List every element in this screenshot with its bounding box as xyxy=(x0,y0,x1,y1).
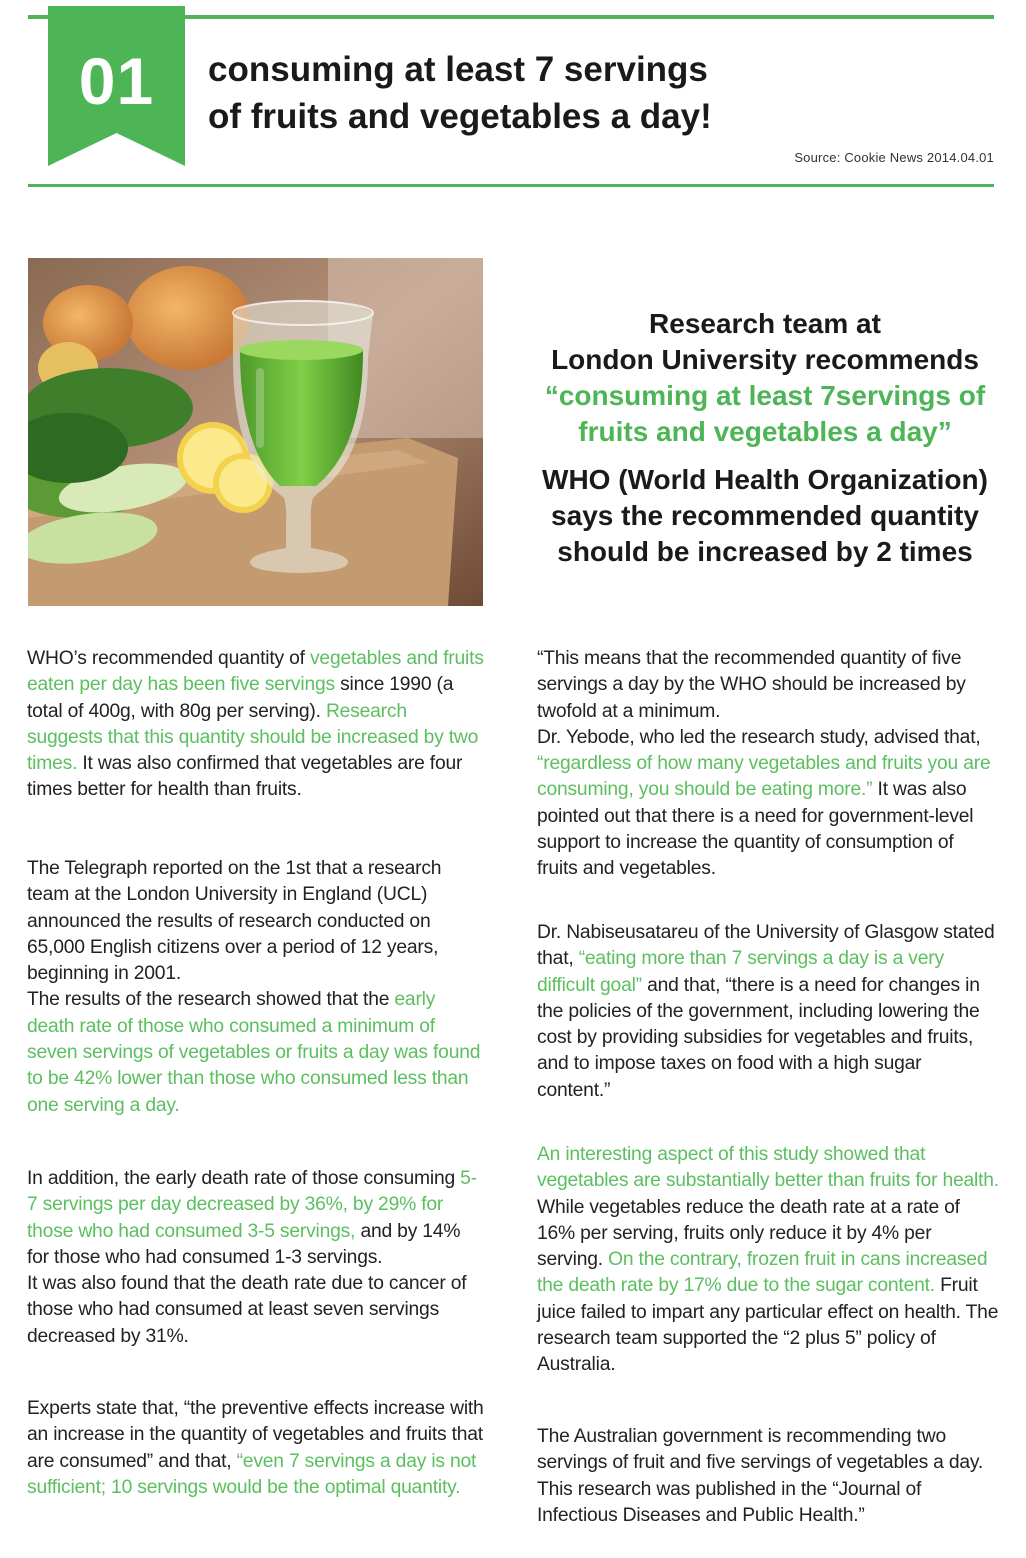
section-number: 01 xyxy=(78,44,155,118)
paragraph xyxy=(537,920,999,1104)
body-text: The Australian government is recommending two servings of fruit and five servings of vegetables a day. This research was published in the “Journal of Infectious Diseases and Public Health.” xyxy=(537,1426,984,1526)
body-text: In addition, the early death rate of those consuming xyxy=(27,1168,461,1189)
body-text: and by 14% for those who had consumed 1-3 servings. xyxy=(27,1220,461,1268)
paragraph xyxy=(27,856,487,987)
callout-heading xyxy=(525,306,1005,570)
callout-line: says the recommended quantity xyxy=(551,500,979,531)
right-paragraph-4 xyxy=(537,1424,999,1529)
body-text: The Telegraph reported on the 1st that a research team at the London University in England (UCL) announced the results of research conducted on 65,000 English citizens over a period of 12 years, beginning in 2001. xyxy=(27,858,442,985)
callout-quote: “consuming at least 7servings of xyxy=(544,380,986,411)
highlighted-text: An interesting aspect of this study showed that vegetables are substantially better than fruits for health. xyxy=(537,1144,999,1192)
highlighted-text: early death rate of those who consumed a minimum of seven servings of vegetables or fruits a day was found to be 42% lower than those who consumed less than one serving a day. xyxy=(27,989,481,1116)
highlighted-text: vegetables and fruits eaten per day has been five servings xyxy=(27,648,484,696)
paragraph xyxy=(27,1166,487,1271)
page-title xyxy=(208,46,968,140)
right-paragraph-2 xyxy=(537,920,999,1104)
highlighted-text: On the contrary, frozen fruit in cans increased the death rate by 17% due to the sugar content. xyxy=(537,1249,988,1297)
body-text: and that, “there is a need for changes in the policies of the government, including lowering the cost by providing subsidies for vegetables and fruits, and to impose taxes on food with a high sugar content.” xyxy=(537,974,980,1101)
body-text: Dr. Nabiseusatareu of the University of Glasgow stated that, xyxy=(537,922,995,970)
left-paragraph-4 xyxy=(27,1396,487,1501)
highlighted-text: “regardless of how many vegetables and fruits you are consuming, you should be eating more.” xyxy=(537,753,991,801)
callout-quote: fruits and vegetables a day” xyxy=(578,416,952,447)
paragraph xyxy=(27,646,487,804)
paragraph xyxy=(27,1271,487,1350)
body-text: It was also confirmed that vegetables are four times better for health than fruits. xyxy=(27,753,463,801)
body-text: While vegetables reduce the death rate at a rate of 16% per serving, fruits only reduce it by 4% per serving. xyxy=(537,1196,960,1271)
highlighted-text: Research suggests that this quantity should be increased by two times. xyxy=(27,700,479,775)
callout-line: Research team at xyxy=(649,308,881,339)
paragraph xyxy=(537,646,999,725)
paragraph xyxy=(27,1396,487,1501)
body-text: “This means that the recommended quantity of five servings a day by the WHO should be increased by twofold at a minimum. xyxy=(537,648,966,722)
body-text: Fruit juice failed to impart any particular effect on health. The research team supported the “2 plus 5” policy of Australia. xyxy=(537,1275,999,1376)
right-paragraph-1 xyxy=(537,646,999,883)
body-text: It was also found that the death rate due to cancer of those who had consumed at least seven servings decreased by 31%. xyxy=(27,1273,467,1347)
highlighted-text: “even 7 servings a day is not sufficient; 10 servings would be the optimal quantity. xyxy=(27,1450,477,1498)
highlighted-text: 5-7 servings per day decreased by 36%, by 29% for those who had consumed 3-5 servings, xyxy=(27,1168,477,1242)
paragraph xyxy=(537,1142,999,1379)
paragraph xyxy=(27,987,487,1118)
title-line-1: consuming at least 7 servings xyxy=(208,50,708,89)
body-text: WHO’s recommended quantity of xyxy=(27,648,310,669)
source-credit: Source: Cookie News 2014.04.01 xyxy=(794,150,994,165)
green-juice-photo xyxy=(28,258,483,606)
body-text: It was also pointed out that there is a need for government-level support to increase the quantity of consumption of fruits and vegetables. xyxy=(537,779,974,880)
right-paragraph-3 xyxy=(537,1142,999,1379)
body-text: since 1990 (a total of 400g, with 80g per serving). xyxy=(27,674,454,722)
left-paragraph-1 xyxy=(27,646,487,804)
highlighted-text: “eating more than 7 servings a day is a very difficult goal” xyxy=(537,948,944,996)
body-text: Dr. Yebode, who led the research study, advised that, xyxy=(537,726,981,748)
number-badge xyxy=(48,6,185,166)
body-text: The results of the research showed that the xyxy=(27,989,395,1011)
left-paragraph-3 xyxy=(27,1166,487,1350)
header-divider xyxy=(28,184,994,187)
callout-line: London University recommends xyxy=(551,344,979,375)
callout-line: WHO (World Health Organization) xyxy=(542,464,988,495)
paragraph xyxy=(537,1424,999,1529)
body-text: Experts state that, “the preventive effects increase with an increase in the quantity of vegetables and fruits that are consumed” and that, xyxy=(27,1398,484,1472)
callout-line: should be increased by 2 times xyxy=(557,536,973,567)
paragraph xyxy=(537,725,999,883)
left-paragraph-2 xyxy=(27,856,487,1119)
title-line-2: of fruits and vegetables a day! xyxy=(208,97,712,136)
